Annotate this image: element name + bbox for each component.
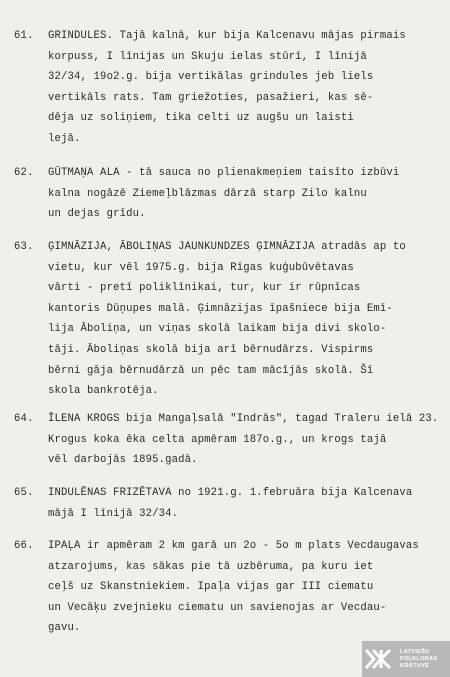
entry-text (48, 163, 440, 225)
entry-text (48, 237, 440, 402)
text-line: 32/34, 19o2.g. bija vertikālas grindules jeb liels (48, 71, 374, 84)
text-line: dēja uz soliņiem, tika celti uz augšu un laisti (48, 112, 354, 125)
lfk-logo-icon (362, 641, 400, 677)
text-line: vertikāls rats. Tam griežoties, pasažieri, kas sē- (48, 91, 374, 104)
text-line: bērni gāja bērnudārzā un pēc tam mācījās skolā. Šī (48, 364, 374, 377)
text-line: vietu, kur vēl 1975.g. bija Rīgas kuģubūvētavas (48, 261, 354, 274)
text-line: vēl darbojās 1895.gadā. (48, 454, 198, 467)
text-line: INDULĒNAS FRIZĒTAVA no 1921.g. 1.februāra bija Kalcenava (48, 487, 413, 499)
text-line: un Vecāķu zvejnieku ciematu un savienojas ar Vecdau- (48, 601, 387, 614)
text-line: ceļš uz Skanstniekiem. Ipaļa vijas gar III ciematu (48, 581, 374, 594)
text-line: korpuss, I līnijas un Skuju ielas stūrī, I līnijā (48, 50, 367, 63)
text-line: GŪTMAŅA ALA - tā sauca no plienakmeņiem taisīto izbūvi (48, 167, 400, 179)
archive-logo (362, 641, 450, 677)
logo-text (400, 649, 438, 670)
text-line: GRINDULES. Tajā kalnā, kur bija Kalcenavu mājas pirmais (48, 30, 406, 42)
logo-line: FOLKLORAS (400, 655, 438, 662)
text-line: lejā. (48, 132, 81, 145)
text-line: skola bankrotēja. (48, 385, 159, 398)
entry-number: 64. (14, 413, 34, 425)
text-line: ĢIMNĀZIJA, ĀBOLIŅAS JAUNKUNDZES ĢIMNĀZIJA atradās ap to (48, 241, 406, 253)
text-line: lija Āboliņa, un viņas skolā laikam bija divi skolo- (48, 323, 387, 336)
entry-text (48, 26, 440, 150)
text-line: kantoris Dūņupes malā. Ģimnāzijas īpašniece bija Emī- (48, 302, 393, 315)
entry-text (48, 536, 440, 639)
text-line: atzarojums, kas sākas pie tā uzbēruma, pa kuru iet (48, 560, 374, 573)
text-line: Krogus koka ēka celta apmēram 187o.g., un krogs tajā (48, 433, 387, 446)
text-line: vārti - pretī poliklīnikai, tur, kur ir rūpnīcas (48, 282, 361, 295)
text-line: mājā I līnijā 32/34. (48, 507, 179, 520)
entry-number: 61. (14, 30, 34, 42)
entry-number: 62. (14, 167, 34, 179)
text-line: IPAĻA ir apmēram 2 km garā un 2o - 5o m plats Vecdaugavas (48, 540, 419, 552)
entry-number: 66. (14, 540, 34, 552)
text-line: kalna nogāzē Ziemeļblāzmas dārzā starp Zilo kalnu (48, 187, 367, 200)
text-line: tāji. Āboliņas skolā bija arī bērnudārzs. Vispirms (48, 343, 374, 356)
entry-text (48, 483, 440, 524)
logo-line: KRĀTUVE (400, 662, 430, 669)
text-line: un dejas grīdu. (48, 208, 146, 221)
text-line: gavu. (48, 622, 81, 635)
entry-text (48, 409, 440, 471)
text-line: ĪLENA KROGS bija Mangaļsalā "Indrās", tagad Traleru ielā 23. (48, 413, 439, 425)
entry-number: 63. (14, 241, 34, 253)
logo-line: LATVIEŠU (400, 648, 430, 655)
entry-number: 65. (14, 487, 34, 499)
